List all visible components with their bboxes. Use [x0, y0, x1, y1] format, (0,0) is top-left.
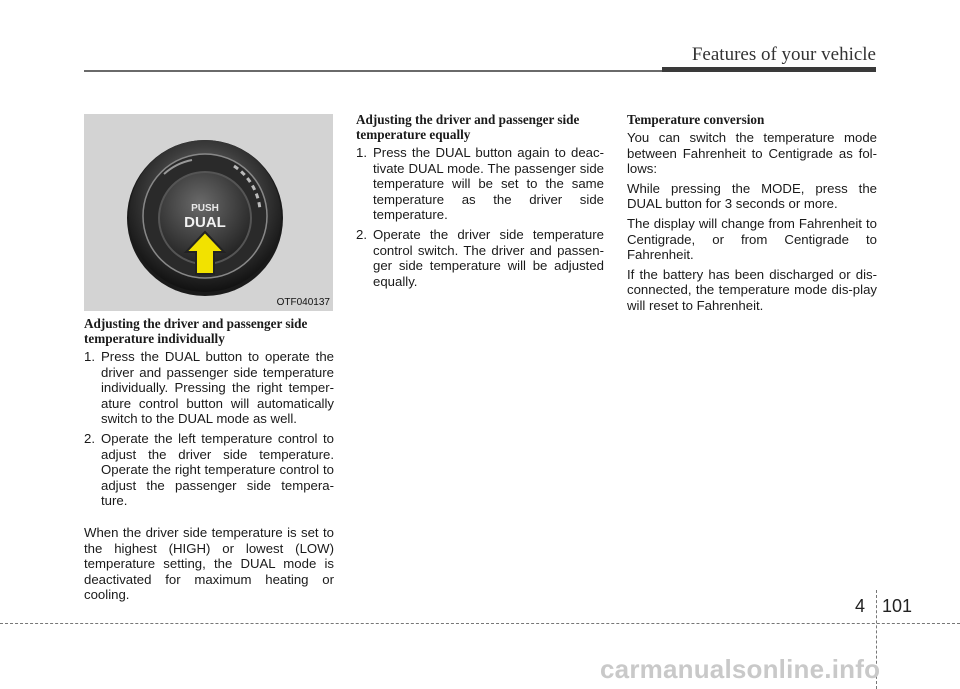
list-text: Operate the driver side temperature control switch. The driver and passen-ger side temperature will be adjusted equally.: [373, 226, 604, 289]
section-heading: Adjusting the driver and passenger side temperature equally: [356, 112, 580, 142]
dual-label: DUAL: [184, 214, 226, 231]
column-individual: [84, 316, 334, 607]
section-heading: Adjusting the driver and passenger side temperature individually: [84, 316, 308, 346]
list-item: [356, 145, 604, 223]
list-item: [84, 349, 334, 427]
header-rule-thin: [84, 70, 662, 72]
header-rule-thick: [662, 67, 876, 72]
list-text: Press the DUAL button to operate the driver and passenger side temperature individually. Pressing the right temper-ature control button will automatically switch to the DUAL mode as well.: [101, 349, 334, 427]
body-paragraph: While pressing the MODE, press the DUAL button for 3 seconds or more.: [627, 180, 877, 212]
page-header-title: Features of your vehicle: [691, 44, 876, 65]
footer-rule: [0, 623, 960, 624]
dual-button-illustration: [84, 114, 333, 311]
list-number: 1.: [84, 349, 95, 364]
list-number: 1.: [356, 145, 367, 160]
watermark: carmanualsonline.info: [600, 654, 881, 684]
column-temperature-conversion: [627, 112, 877, 318]
push-label: PUSH: [191, 203, 219, 214]
dual-button-figure: [84, 114, 333, 311]
body-paragraph: You can switch the temperature mode between Fahrenheit to Centigrade as fol-lows:: [627, 130, 877, 177]
list-item: [356, 227, 604, 289]
list-number: 2.: [356, 226, 367, 242]
list-text: Press the DUAL button again to deac-tivate DUAL mode. The passenger side temperature will be set to the same temperature as the driver side temperature.: [373, 145, 604, 223]
figure-code: OTF040137: [276, 297, 330, 308]
body-paragraph: If the battery has been discharged or dis-connected, the temperature mode dis-play will reset to Fahrenheit.: [627, 266, 877, 313]
list-text: Operate the left temperature control to adjust the driver side temperature. Operate the right temperature control to adjust the passenger side tempera-ture.: [101, 430, 334, 509]
instruction-list: [356, 145, 604, 289]
chapter-number: 4: [855, 596, 866, 616]
page-number: 101: [882, 596, 913, 616]
column-equally: [356, 112, 604, 293]
instruction-list: [84, 349, 334, 509]
section-heading: Temperature conversion: [627, 112, 765, 127]
body-paragraph: The display will change from Fahrenheit to Centigrade, or from Centigrade to Fahrenheit.: [627, 215, 877, 263]
note-paragraph: When the driver side temperature is set to the highest (HIGH) or lowest (LOW) temperature setting, the DUAL mode is deactivated for maximum heating or cooling.: [84, 524, 334, 603]
list-item: [84, 431, 334, 509]
list-number: 2.: [84, 430, 95, 446]
